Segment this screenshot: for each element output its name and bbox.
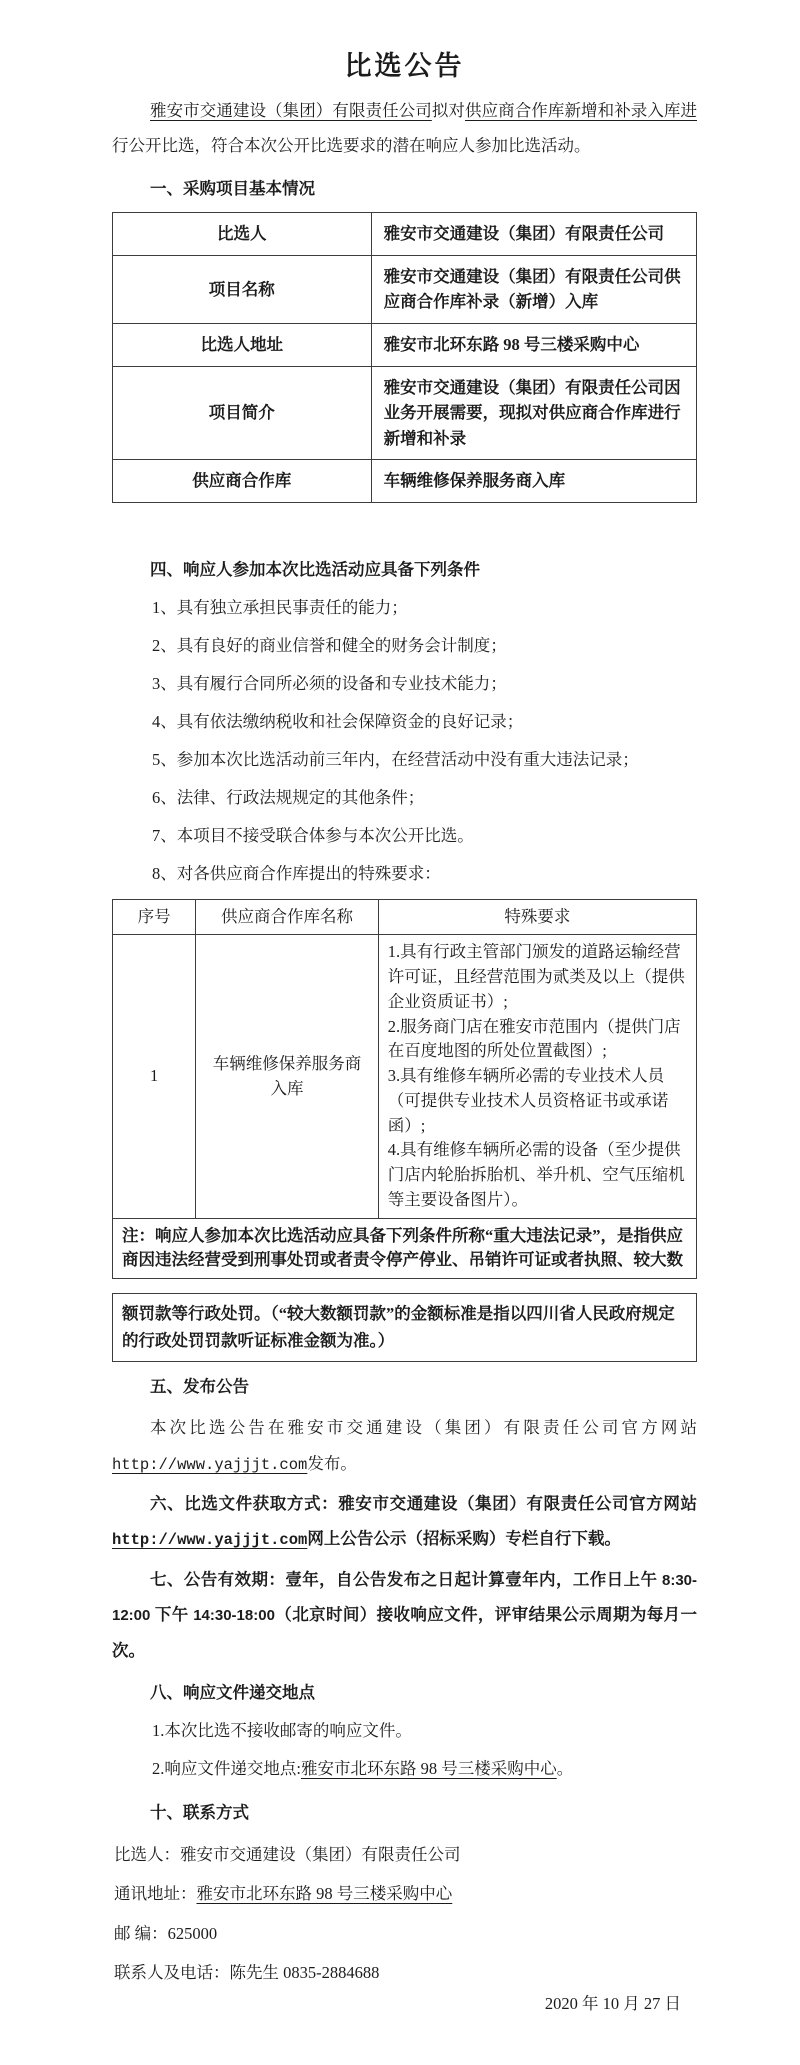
condition-item: 3、具有履行合同所必须的设备和专业技术能力； [152, 674, 507, 694]
table-note-row [113, 1218, 697, 1279]
note-continuation-box: 额罚款等行政处罚。（“较大数额罚款”的金额标准是指以四川省人民政府规定的行政处罚罚款听证标准金额为准。） [112, 1293, 697, 1361]
note-text: 注：响应人参加本次比选活动应具备下列条件所称“重大违法记录”，是指供应商因违法经营受到刑事处罚或者责令停产停业、吊销许可证或者执照、较大数 [113, 1218, 697, 1279]
delivery-item: 1.本次比选不接收邮寄的响应文件。 [152, 1721, 412, 1741]
row-number: 1 [113, 935, 196, 1218]
contact-postcode: 邮 编：625000 [114, 1923, 218, 1943]
special-requirements-table [112, 899, 697, 1280]
condition-item: 2、具有良好的商业信誉和健全的财务会计制度； [152, 636, 507, 656]
column-header-name: 供应商合作库名称 [196, 899, 379, 935]
condition-item: 5、参加本次比选活动前三年内，在经营活动中没有重大违法记录； [152, 749, 639, 769]
row-label: 供应商合作库 [113, 460, 372, 503]
row-value: 雅安市北环东路 98 号三楼采购中心 [371, 324, 696, 367]
section10-heading: 十、联系方式 [150, 1803, 249, 1823]
contact-address-line [114, 1876, 697, 1911]
requirement-line: 1.具有行政主管部门颁发的道路运输经营许可证，且经营范围为贰类及以上（提供企业资质证书）; [387, 942, 685, 1011]
column-header-no: 序号 [113, 899, 196, 935]
library-name: 车辆维修保养服务商入库 [196, 935, 379, 1218]
row-label: 项目简介 [113, 366, 372, 460]
intro-paragraph [112, 93, 697, 164]
contact-address-underlined: 雅安市北环东路 98 号三楼采购中心 [196, 1884, 453, 1904]
morning-hours: 8:30-12:00 [112, 1571, 698, 1625]
afternoon-label: 下午 [154, 1605, 189, 1625]
condition-item: 8、对各供应商合作库提出的特殊要求： [152, 863, 441, 883]
website-url-link[interactable]: http://www.yajjjt.com [112, 1455, 308, 1474]
document-title: 比选公告 [344, 51, 465, 81]
section4-heading: 四、响应人参加本次比选活动应具备下列条件 [150, 559, 480, 579]
condition-item: 4、具有依法缴纳税收和社会保障资金的良好记录； [152, 712, 524, 732]
table-row [113, 366, 697, 460]
delivery-address-underlined: 雅安市北环东路 98 号三楼采购中心 [300, 1759, 557, 1779]
library-phrase-underlined: 供应商合作库新增和补录入库进 [464, 101, 697, 120]
requirement-line: 4.具有维修车辆所必需的设备（至少提供门店内轮胎拆胎机、举升机、空气压缩机等主要设备图片）。 [387, 1140, 685, 1209]
basic-info-table [112, 212, 697, 503]
table-row [113, 324, 697, 367]
column-header-requirements: 特殊要求 [378, 899, 696, 935]
validity-text-end: （北京时间）接收响应文件，评审结果公示周期为每月一次。 [112, 1605, 698, 1660]
section5-heading: 五、发布公告 [150, 1376, 249, 1396]
afternoon-hours: 14:30-18:00 [193, 1607, 275, 1625]
condition-item: 7、本项目不接受联合体参与本次公开比选。 [152, 825, 474, 845]
delivery-item [152, 1750, 697, 1788]
row-label: 比选人地址 [113, 324, 372, 367]
intro-text: 拟对 [431, 101, 465, 120]
requirement-line: 2.服务商门店在雅安市范围内（提供门店在百度地图的所处位置截图）; [387, 1016, 681, 1061]
delivery-prefix: 2.响应文件递交地点: [152, 1759, 301, 1779]
publish-text-end: 发布。 [307, 1453, 357, 1473]
publish-paragraph [112, 1410, 697, 1482]
section8-heading: 八、响应文件递交地点 [150, 1683, 315, 1703]
document-date: 2020 年 10 月 27 日 [544, 1993, 681, 2013]
row-value: 车辆维修保养服务商入库 [371, 460, 696, 503]
condition-item: 1、具有独立承担民事责任的能力； [152, 598, 408, 618]
table-row [113, 255, 697, 323]
table-row [113, 213, 697, 256]
bidder-name-underlined: 雅安市交通建设（集团）有限责任公司 [150, 101, 432, 120]
section1-heading: 一、采购项目基本情况 [150, 178, 315, 198]
condition-item: 6、法律、行政法规规定的其他条件； [152, 787, 425, 807]
requirement-line: 3.具有维修车辆所必需的专业技术人员（可提供专业技术人员资格证书或承诺函）; [387, 1066, 669, 1135]
obtain-text-end: 网上公告公示（招标采购）专栏自行下载。 [307, 1529, 621, 1549]
page-break-gap [112, 503, 697, 545]
table-row [113, 460, 697, 503]
contact-person-phone: 联系人及电话：陈先生 0835-2884688 [114, 1963, 380, 1983]
row-label: 项目名称 [113, 255, 372, 323]
intro-text-cont: 行公开比选，符合本次公开比选要求的潜在响应人参加比选活动。 [112, 136, 591, 156]
validity-paragraph [112, 1562, 697, 1668]
website-url-link[interactable]: http://www.yajjjt.com [112, 1531, 308, 1550]
table-header-row [113, 899, 697, 935]
requirements-cell [378, 935, 696, 1218]
table-row [113, 935, 697, 1218]
obtain-lead-text: 六、比选文件获取方式：雅安市交通建设（集团）有限责任公司官方网站 [150, 1493, 697, 1513]
row-value: 雅安市交通建设（集团）有限责任公司 [371, 213, 696, 256]
row-value: 雅安市交通建设（集团）有限责任公司因业务开展需要，现拟对供应商合作库进行新增和补录 [371, 366, 696, 460]
address-label: 通讯地址： [114, 1884, 197, 1904]
publish-text: 本次比选公告在雅安市交通建设（集团）有限责任公司官方网站 [150, 1418, 697, 1438]
delivery-suffix: 。 [556, 1759, 574, 1779]
row-value: 雅安市交通建设（集团）有限责任公司供应商合作库补录（新增）入库 [371, 255, 696, 323]
obtain-documents-paragraph [112, 1486, 697, 1558]
contact-bidder: 比选人：雅安市交通建设（集团）有限责任公司 [114, 1844, 461, 1864]
row-label: 比选人 [113, 213, 372, 256]
validity-text: 七、公告有效期：壹年，自公告发布之日起计算壹年内，工作日上午 [150, 1569, 658, 1589]
